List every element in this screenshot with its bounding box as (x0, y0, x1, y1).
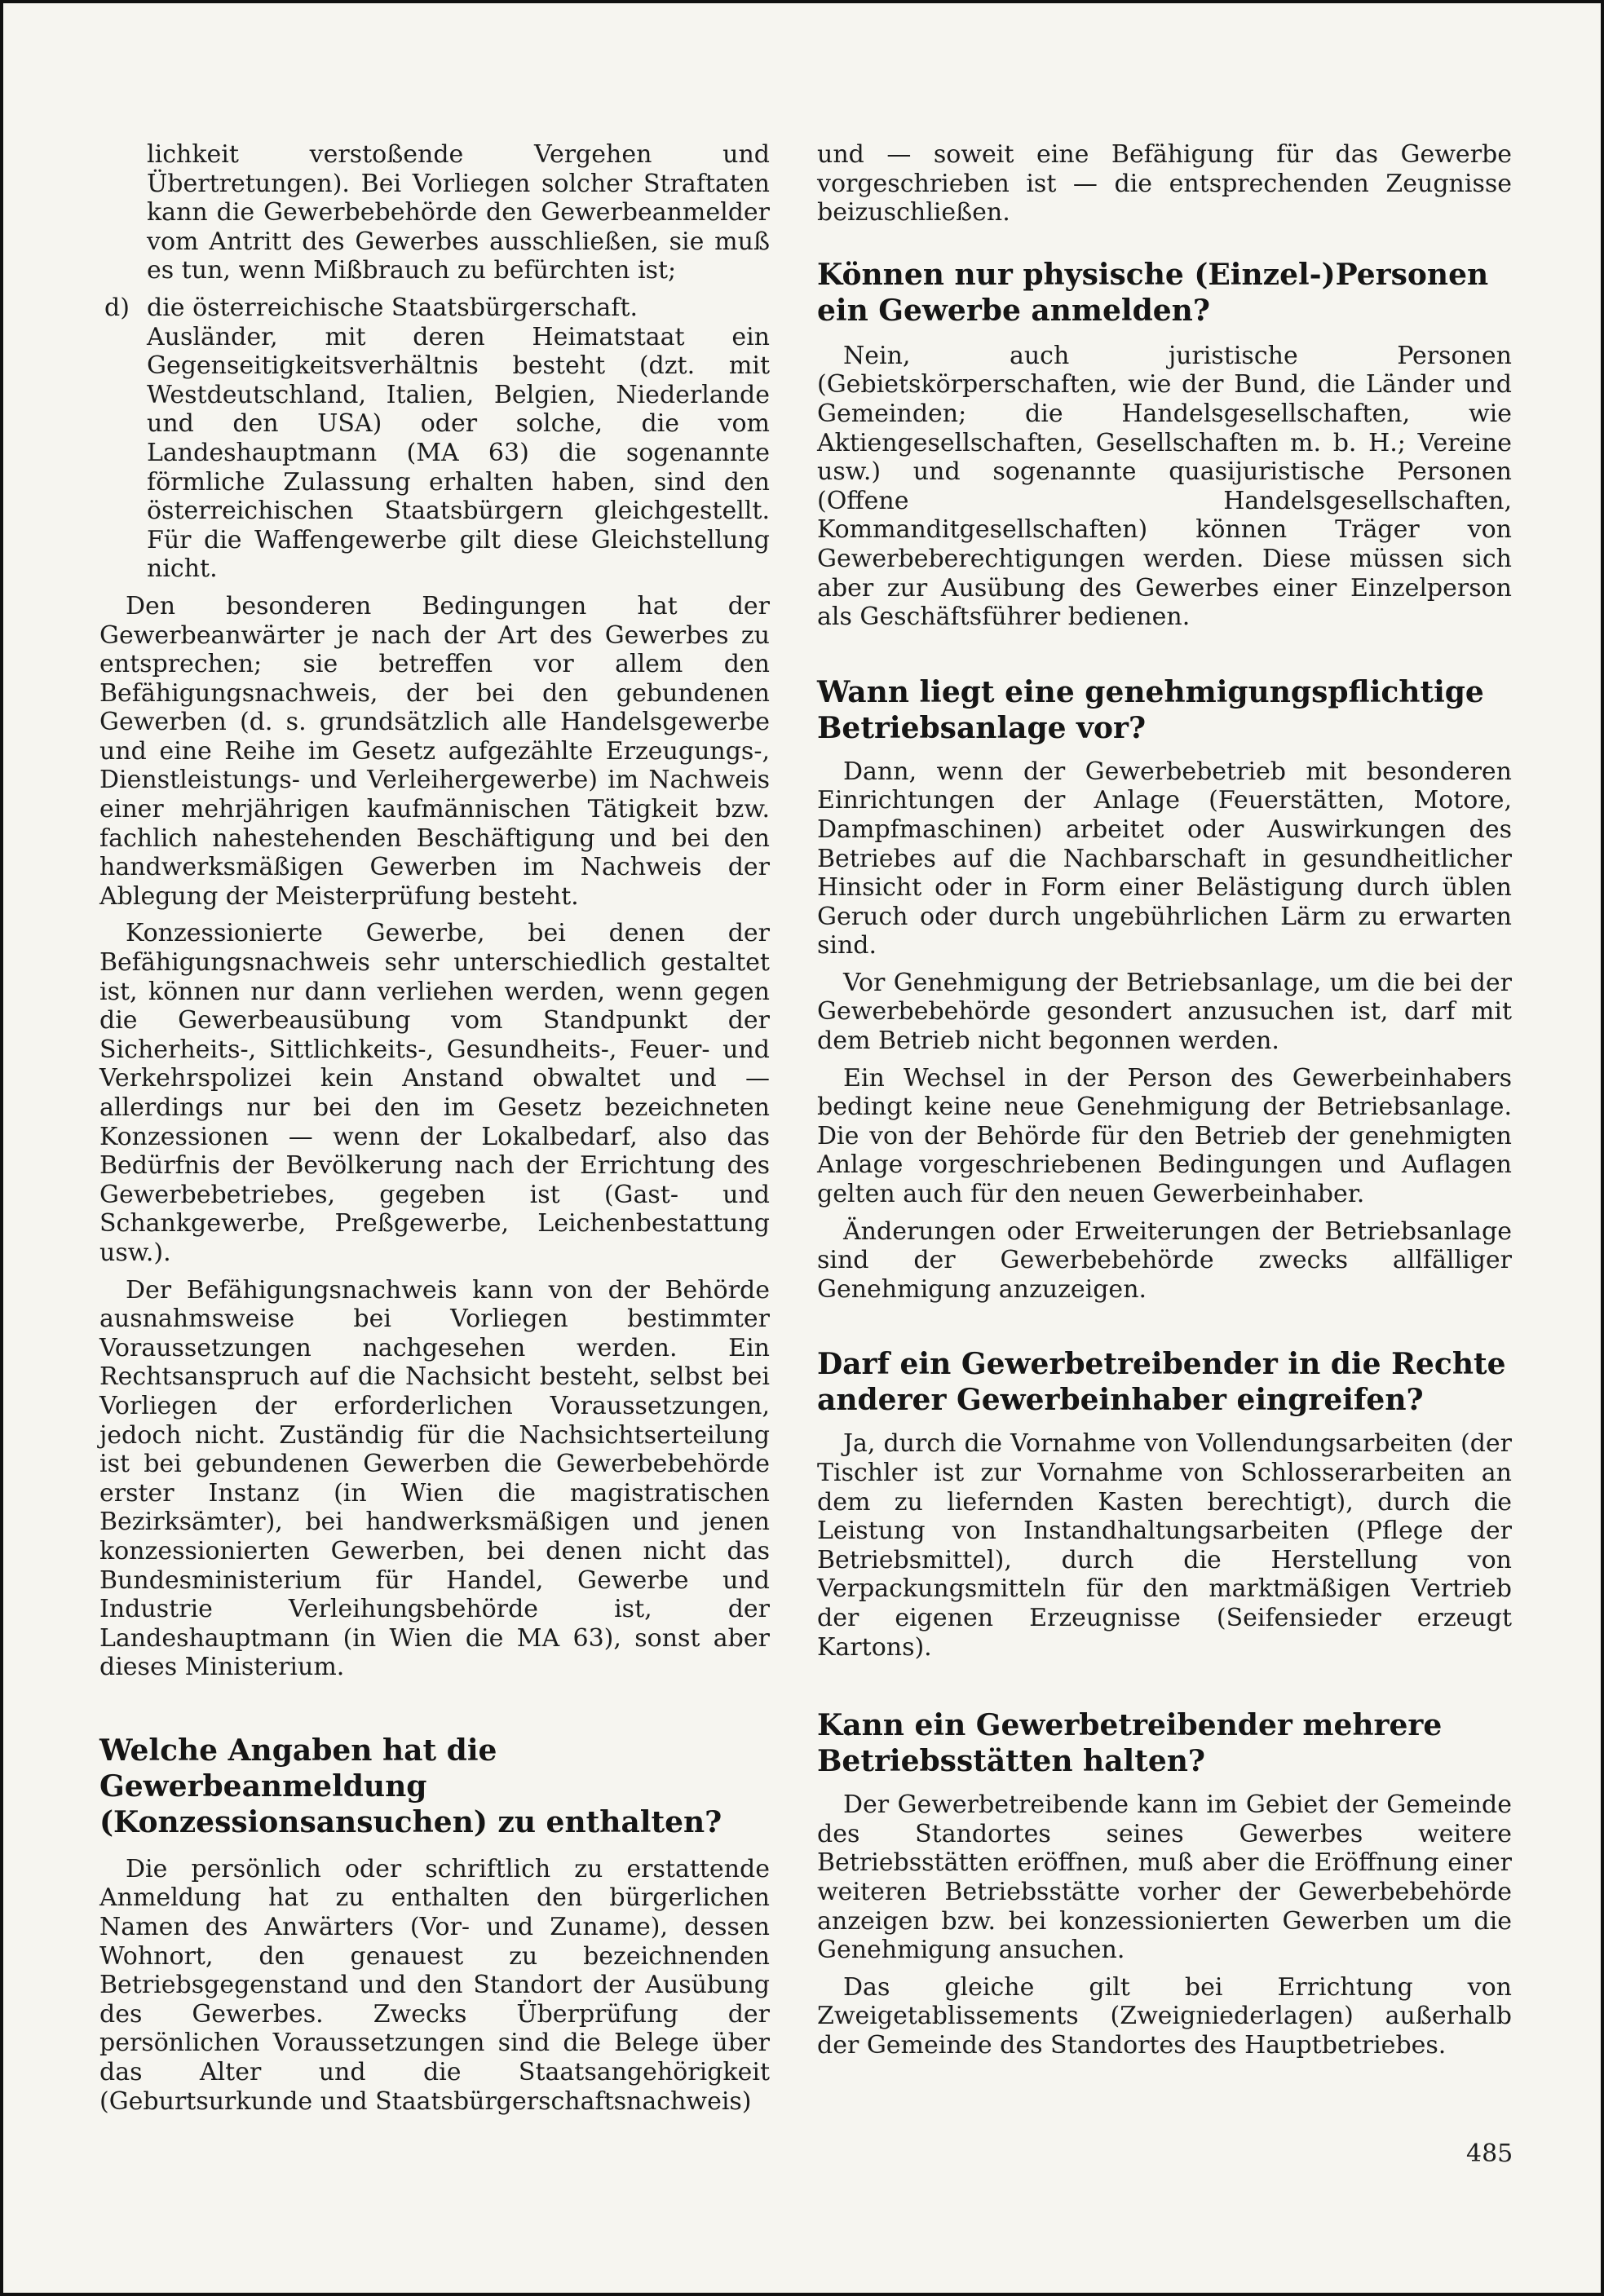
paragraph-aenderungen: Änderungen oder Erweiterungen der Betriebsanlage sind der Gewerbebehörde zwecks allfälliger Genehmigung anzuzeigen. (817, 1216, 1512, 1304)
page-number: 485 (1466, 2139, 1513, 2168)
list-item-d (99, 294, 770, 323)
item-c-continuation: lichkeit verstoßende Vergehen und Übertretungen). Bei Vorliegen solcher Straftaten kann die Gewerbebehörde den Gewerbeanmelder vom Antritt des Gewerbes ausschließen, sie muß es tun, wenn Mißbrauch zu befürchten ist; (147, 140, 770, 285)
paragraph-konzessioniert: Konzessionierte Gewerbe, bei denen der Befähigungsnachweis sehr unterschiedlich gestaltet ist, können nur dann verliehen werden, wenn gegen die Gewerbeausübung vom Standpunkt der Sicherheits-, Sittlichkeits-, Gesundheits-, Feuer- und Verkehrspolizei kein Anstand obwaltet und — allerdings nur bei den im Gesetz bezeichneten Konzessionen — wenn der Lokalbedarf, also das Bedürfnis der Bevölkerung nach der Errichtung des Gewerbebetriebes, gegeben ist (Gast- und Schankgewerbe, Preßgewerbe, Leichenbestattung usw.). (99, 919, 770, 1267)
heading-betriebsstaetten: Kann ein Gewerbetreibender mehrere Betriebsstätten halten? (817, 1708, 1443, 1779)
paragraph-anmeldung: Die persönlich oder schriftlich zu erstattende Anmeldung hat zu enthalten den bürgerlichen Namen des Anwärters (Vor- und Zuname), dessen Wohnort, den genauest zu bezeichnenden Betriebsgegenstand und den Standort der Ausübung des Gewerbes. Zwecks Überprüfung der persönlichen Voraussetzungen sind die Belege über das Alter und die Staatsangehörigkeit (Geburtsurkunde und Staatsbürgerschaftsnachweis) (99, 1854, 770, 2116)
list-item-d-text: die österreichische Staatsbürgerschaft. (147, 293, 639, 322)
paragraph-betriebsanlage: Dann, wenn der Gewerbebetrieb mit besonderen Einrichtungen der Anlage (Feuerstätten, Motore, Dampfmaschinen) arbeitet oder Auswirkungen des Betriebes auf die Nachbarschaft in gesundheitlicher Hinsicht oder in Form einer Belästigung durch üblen Geruch oder durch ungebührlichen Lärm zu erwarten sind. (817, 757, 1512, 960)
heading-rechte: Darf ein Gewerbetreibender in die Rechte anderer Gewerbeinhaber eingreifen? (817, 1347, 1506, 1418)
paragraph-personen: Nein, auch juristische Personen (Gebietskörperschaften, wie der Bund, die Länder und Gemeinden; die Handelsgesellschaften, wie Aktiengesellschaften, Gesellschaften m. b. H.; Vereine usw.) und sogenannte quasijuristische Personen (Offene Handelsgesellschaften, Kommanditgesellschaften) können Träger von Gewerbeberechtigungen werden. Diese müssen sich aber zur Ausübung des Gewerbes einer Einzelperson als Geschäftsführer bedienen. (817, 341, 1512, 632)
paragraph-anmeldung-continued: und — soweit eine Befähigung für das Gewerbe vorgeschrieben ist — die entsprechenden Zeugnisse beizuschließen. (817, 140, 1512, 227)
paragraph-nachsicht: Der Befähigungsnachweis kann von der Behörde ausnahmsweise bei Vorliegen bestimmter Voraussetzungen nachgesehen werden. Ein Rechtsanspruch auf die Nachsicht besteht, selbst bei Vorliegen der erforderlichen Voraussetzungen, jedoch nicht. Zuständig für die Nachsichtserteilung ist bei gebundenen Gewerben die Gewerbebehörde erster Instanz (in Wien die magistratischen Bezirksämter), bei handwerksmäßigen und jenen konzessionierten Gewerben, bei denen nicht das Bundesministerium für Handel, Gewerbe und Industrie Verleihungsbehörde ist, der Landeshauptmann (in Wien die MA 63), sonst aber dieses Ministerium. (99, 1275, 770, 1682)
paragraph-zweigetablissements: Das gleiche gilt bei Errichtung von Zweigetablissements (Zweigniederlagen) außerhalb der Gemeinde des Standortes des Hauptbetriebes. (817, 1972, 1512, 2060)
list-marker-d: d) (104, 293, 130, 322)
paragraph-rechte: Ja, durch die Vornahme von Vollendungsarbeiten (der Tischler ist zur Vornahme von Schlosserarbeiten an dem zu liefernden Kasten berechtigt), durch die Leistung von Instandhaltungsarbeiten (Pflege der Betriebsmittel), durch die Herstellung von Verpackungsmitteln für den marktmäßigen Vertrieb der eigenen Erzeugnisse (Seifensieder erzeugt Kartons). (817, 1429, 1512, 1662)
paragraph-bedingungen: Den besonderen Bedingungen hat der Gewerbeanwärter je nach der Art des Gewerbes zu entsprechen; sie betreffen vor allem den Befähigungsnachweis, der bei den gebundenen Gewerben (d. s. grundsätzlich alle Handelsgewerbe und eine Reihe im Gesetz aufgezählte Erzeugungs-, Dienstleistungs- und Verleihergewerbe) im Nachweis einer mehrjährigen kaufmännischen Tätigkeit bzw. fachlich nahestehenden Beschäftigung und bei den handwerksmäßigen Gewerben im Nachweis der Ablegung der Meisterprüfung besteht. (99, 591, 770, 911)
paragraph-genehmigung: Vor Genehmigung der Betriebsanlage, um die bei der Gewerbebehörde gesondert anzusuchen ist, darf mit dem Betrieb nicht begonnen werden. (817, 968, 1512, 1056)
right-column (817, 140, 1512, 2060)
heading-betriebsanlage: Wann liegt eine genehmigungspflichtige Betriebsanlage vor? (817, 674, 1484, 745)
left-column (99, 140, 770, 2116)
heading-angaben: Welche Angaben hat die Gewerbeanmeldung (Konzessionsansuchen) zu enthalten? (99, 1733, 722, 1839)
paragraph-betriebsstaetten: Der Gewerbetreibende kann im Gebiet der Gemeinde des Standortes seines Gewerbes weitere Betriebsstätten eröffnen, muß aber die Eröffnung einer weiteren Betriebsstätte vorher der Gewerbebehörde anzeigen bzw. bei konzessionierten Gewerben um die Genehmigung ansuchen. (817, 1790, 1512, 1965)
heading-personen: Können nur physische (Einzel-)Personen ein Gewerbe anmelden? (817, 257, 1489, 328)
paragraph-wechsel: Ein Wechsel in der Person des Gewerbeinhabers bedingt keine neue Genehmigung der Betriebsanlage. Die von der Behörde für den Betrieb der genehmigten Anlage vorgeschriebenen Bedingungen und Auflagen gelten auch für den neuen Gewerbeinhaber. (817, 1063, 1512, 1209)
list-item-d-detail: Ausländer, mit deren Heimatstaat ein Gegenseitigkeitsverhältnis besteht (dzt. mit Westdeutschland, Italien, Belgien, Niederlande und den USA) oder solche, die vom Landeshauptmann (MA 63) die sogenannte förmliche Zulassung erhalten haben, sind den österreichischen Staatsbürgern gleichgestellt. Für die Waffengewerbe gilt diese Gleichstellung nicht. (147, 322, 770, 584)
